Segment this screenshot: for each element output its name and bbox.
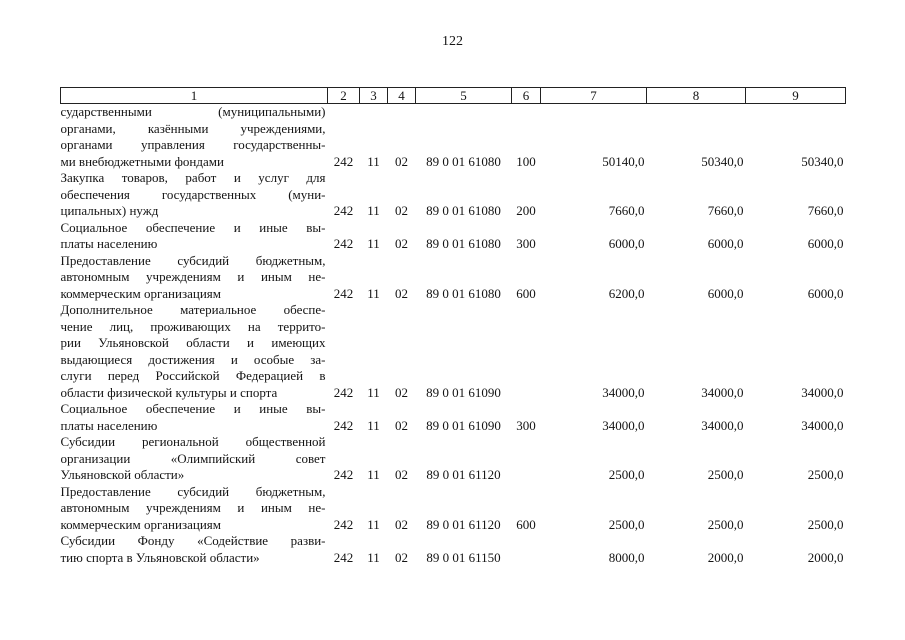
expense-type-code <box>512 533 541 566</box>
item-name <box>61 253 328 303</box>
item-name-line: органами управления государственны- <box>60 137 326 152</box>
item-name-line: автономным учреждениям и иным не- <box>60 500 326 515</box>
amount-year-3: 50340,0 <box>801 153 844 169</box>
column-header-9: 9 <box>746 88 846 104</box>
amount-year-3: 34000,0 <box>801 417 844 433</box>
ministry-code: 242 <box>333 384 354 400</box>
target-article-code: 89 0 01 61090 <box>426 384 501 400</box>
ministry-code: 242 <box>333 549 354 565</box>
expense-type-code: 100 <box>516 153 536 169</box>
amount-year-1: 6200,0 <box>608 285 645 301</box>
table-row <box>61 253 846 303</box>
expense-type-code: 600 <box>516 516 536 532</box>
ministry-code: 242 <box>333 285 354 301</box>
table-row <box>61 434 846 484</box>
table-row <box>61 401 846 434</box>
amount-year-2: 2500,0 <box>707 516 744 532</box>
amount-year-1: 6000,0 <box>608 236 645 251</box>
item-name <box>61 302 328 401</box>
item-name-line: Предоставление субсидий бюджетным, <box>60 483 326 499</box>
expense-type-code <box>512 302 541 401</box>
subsection-code: 02 <box>395 236 408 251</box>
item-name-line: Закупка товаров, работ и услуг для <box>60 170 326 185</box>
ministry-code: 242 <box>333 203 354 218</box>
amount-year-1: 34000,0 <box>602 417 645 433</box>
column-header-3: 3 <box>360 88 388 104</box>
item-name-line: коммерческим организациям <box>60 285 222 301</box>
target-article-code: 89 0 01 61080 <box>426 285 501 301</box>
ministry-code: 242 <box>333 467 354 482</box>
amount-year-3: 7660,0 <box>807 203 844 218</box>
amount-year-2: 2000,0 <box>707 549 744 565</box>
item-name-line: Предоставление субсидий бюджетным, <box>60 252 326 268</box>
table-row <box>61 220 846 253</box>
section-code: 11 <box>367 467 380 482</box>
target-article-code: 89 0 01 61150 <box>426 549 501 565</box>
column-number-row <box>61 88 846 104</box>
amount-year-3: 2000,0 <box>807 549 844 565</box>
table-row <box>61 302 846 401</box>
amount-year-3: 6000,0 <box>807 285 844 301</box>
item-name-line: Дополнительное материальное обеспе- <box>60 302 326 317</box>
table-body <box>61 104 846 567</box>
ministry-code: 242 <box>333 516 354 532</box>
expense-type-code <box>512 434 541 484</box>
ministry-code: 242 <box>333 153 354 169</box>
item-name <box>61 104 328 171</box>
item-name-line: слуги перед Российской Федерацией в <box>60 368 326 383</box>
item-name <box>61 170 328 220</box>
amount-year-2: 34000,0 <box>701 417 744 433</box>
column-header-7: 7 <box>541 88 647 104</box>
amount-year-1: 34000,0 <box>602 384 645 400</box>
item-name-line: тию спорта в Ульяновской области» <box>60 549 260 565</box>
amount-year-3: 2500,0 <box>807 467 844 482</box>
amount-year-3: 34000,0 <box>801 384 844 400</box>
subsection-code: 02 <box>395 285 408 301</box>
item-name-line: обеспечения государственных (муни- <box>60 186 326 202</box>
amount-year-1: 2500,0 <box>608 516 645 532</box>
column-header-5: 5 <box>416 88 512 104</box>
section-code: 11 <box>367 236 380 251</box>
subsection-code: 02 <box>395 549 408 565</box>
item-name-line: рии Ульяновской области и имеющих <box>60 335 326 350</box>
column-header-4: 4 <box>388 88 416 104</box>
target-article-code: 89 0 01 61090 <box>426 417 501 433</box>
subsection-code: 02 <box>395 417 408 433</box>
item-name-line: сударственными (муниципальными) <box>60 104 326 119</box>
item-name-line: коммерческим организациям <box>60 516 222 532</box>
section-code: 11 <box>367 516 380 532</box>
target-article-code: 89 0 01 61080 <box>426 203 501 218</box>
amount-year-1: 50140,0 <box>602 153 645 169</box>
subsection-code: 02 <box>395 467 408 482</box>
item-name-line: ми внебюджетными фондами <box>60 153 224 169</box>
item-name-line: платы населению <box>60 417 158 433</box>
item-name-line: Социальное обеспечение и иные вы- <box>60 401 326 416</box>
subsection-code: 02 <box>395 153 408 169</box>
subsection-code: 02 <box>395 384 408 400</box>
item-name <box>61 220 328 253</box>
item-name-line: органами, казёнными учреждениями, <box>60 120 326 136</box>
item-name <box>61 484 328 534</box>
item-name-line: Субсидии региональной общественной <box>60 434 326 449</box>
ministry-code: 242 <box>333 417 354 433</box>
target-article-code: 89 0 01 61120 <box>426 467 501 482</box>
column-header-6: 6 <box>512 88 541 104</box>
section-code: 11 <box>367 417 380 433</box>
item-name-line: ципальных) нужд <box>60 203 159 218</box>
item-name <box>61 434 328 484</box>
section-code: 11 <box>367 203 380 218</box>
expense-type-code: 600 <box>516 285 536 301</box>
item-name-line: платы населению <box>60 236 158 251</box>
amount-year-3: 6000,0 <box>807 236 844 251</box>
amount-year-2: 6000,0 <box>707 285 744 301</box>
column-header-8: 8 <box>647 88 746 104</box>
table-row <box>61 170 846 220</box>
subsection-code: 02 <box>395 203 408 218</box>
subsection-code: 02 <box>395 516 408 532</box>
section-code: 11 <box>367 549 380 565</box>
item-name <box>61 533 328 566</box>
ministry-code: 242 <box>333 236 354 251</box>
column-header-1: 1 <box>61 88 328 104</box>
table-row <box>61 533 846 566</box>
expense-type-code: 300 <box>516 417 536 433</box>
budget-table <box>60 87 846 566</box>
item-name <box>61 401 328 434</box>
target-article-code: 89 0 01 61120 <box>426 516 501 532</box>
item-name-line: Субсидии Фонду «Содействие разви- <box>60 533 326 548</box>
amount-year-1: 8000,0 <box>608 549 645 565</box>
item-name-line: выдающиеся достижения и особые за- <box>60 351 326 367</box>
item-name-line: чение лиц, проживающих на террито- <box>60 318 326 334</box>
amount-year-1: 7660,0 <box>608 203 645 218</box>
amount-year-3: 2500,0 <box>807 516 844 532</box>
item-name-line: Социальное обеспечение и иные вы- <box>60 219 326 235</box>
amount-year-2: 2500,0 <box>707 467 744 482</box>
amount-year-2: 50340,0 <box>701 153 744 169</box>
section-code: 11 <box>367 285 380 301</box>
section-code: 11 <box>367 384 380 400</box>
section-code: 11 <box>367 153 380 169</box>
item-name-line: области физической культуры и спорта <box>60 384 278 400</box>
amount-year-2: 6000,0 <box>707 236 744 251</box>
target-article-code: 89 0 01 61080 <box>426 236 501 251</box>
expense-type-code: 200 <box>516 203 536 218</box>
column-header-2: 2 <box>328 88 360 104</box>
amount-year-2: 34000,0 <box>701 384 744 400</box>
target-article-code: 89 0 01 61080 <box>426 153 501 169</box>
item-name-line: автономным учреждениям и иным не- <box>60 269 326 284</box>
item-name-line: организации «Олимпийский совет <box>60 450 326 466</box>
table-row <box>61 484 846 534</box>
table-row <box>61 104 846 171</box>
amount-year-2: 7660,0 <box>707 203 744 218</box>
expense-type-code: 300 <box>516 236 536 251</box>
page-number: 122 <box>442 34 463 49</box>
amount-year-1: 2500,0 <box>608 467 645 482</box>
item-name-line: Ульяновской области» <box>60 467 185 482</box>
